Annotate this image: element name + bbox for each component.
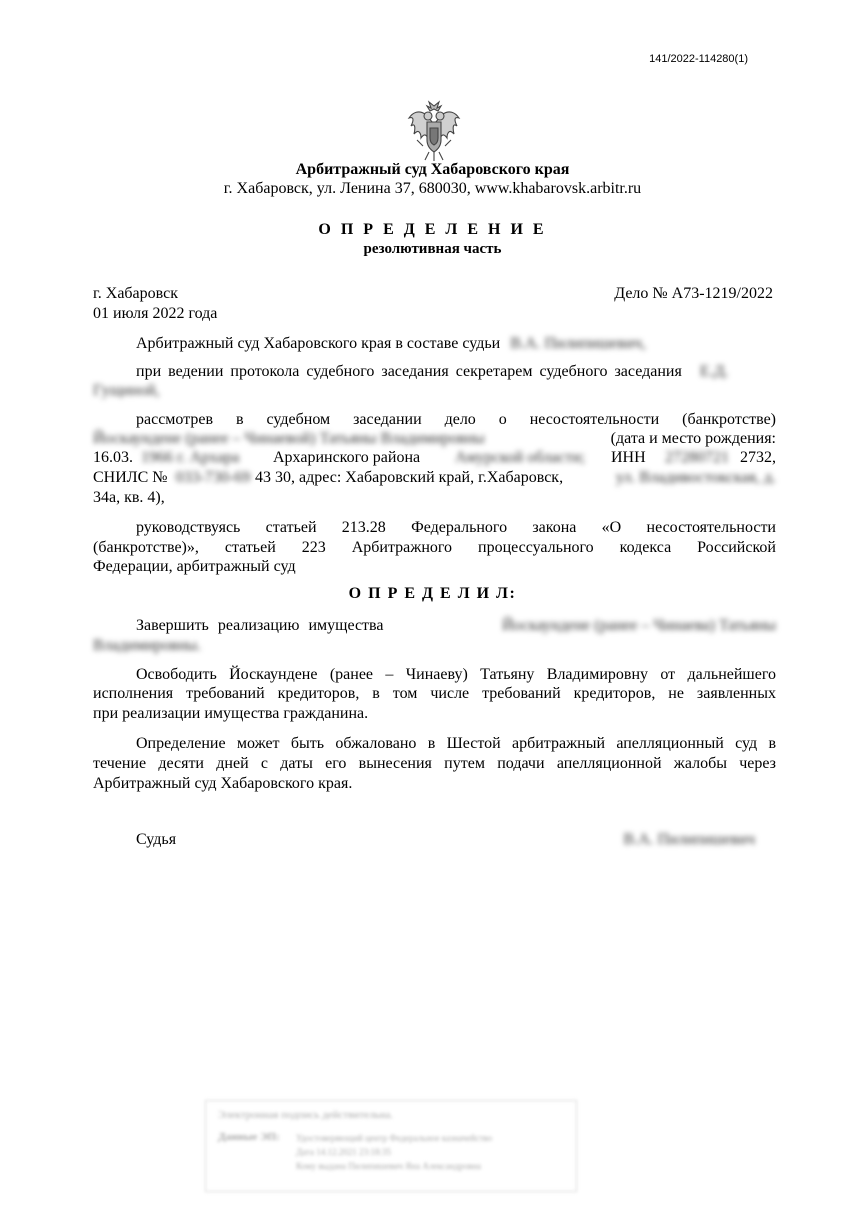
signature-box-line3: Кому выдана Пилипишевич Яна Александровна <box>296 1161 482 1171</box>
russian-coat-of-arms-icon <box>405 100 463 162</box>
paragraph-case-line3 <box>93 448 776 468</box>
snils-label: СНИЛС № <box>93 469 168 486</box>
paragraph-case-line1: рассмотрев в судебном заседании дело о несостоятельности (банкротстве) <box>136 411 776 428</box>
redacted-judge-name: В.А. Пилипишевич, <box>510 335 646 352</box>
birth-date-prefix: 16.03. <box>93 449 133 466</box>
page-id: 141/2022-114280(1) <box>649 53 748 65</box>
paragraph-case-line4 <box>93 468 776 488</box>
ruling-item3-line3: Арбитражный суд Хабаровского края. <box>93 775 353 792</box>
judge-text: Арбитражный суд Хабаровского края в составе судьи <box>136 335 501 352</box>
redacted-debtor-name: Йоскаундене (ранее – Чинаевой) Татьяны Владимировны <box>93 430 485 447</box>
redacted-debtor-patronymic: Владимировны. <box>93 637 202 654</box>
ruling-item3-line1: Определение может быть обжаловано в Шестой арбитражный апелляционный суд в <box>136 735 776 752</box>
paragraph-law-line1: руководствуясь статьей 213.28 Федерального закона «О несостоятельности <box>136 519 776 536</box>
paragraph-secretary <box>136 362 729 382</box>
redacted-region: Амурской области; <box>455 449 586 466</box>
redacted-debtor-name-2: Йоскаундене (ранее – Чинаева) Татьяны <box>501 617 776 634</box>
secretary-text: при ведении протокола судебного заседания секретарем судебного заседания <box>136 363 682 380</box>
ruling-item2-line1: Освободить Йоскаундене (ранее – Чинаеву) Татьяну Владимировну от дальнейшего <box>136 666 776 683</box>
paragraph-law-line3: Федерации, арбитражный суд <box>93 558 296 575</box>
signature-box-line1: Удостоверяющий центр Федеральное казначейство <box>296 1133 493 1143</box>
signature-box-title: Электронная подпись действительна. <box>218 1109 394 1121</box>
document-subtitle: резолютивная часть <box>363 241 502 257</box>
redacted-inn: 27280721 <box>665 449 729 466</box>
paragraph-case-line5: 34а, кв. 4), <box>93 489 165 506</box>
birth-info-label: (дата и место рождения: <box>610 430 776 447</box>
judge-signature-label: Судья <box>136 831 177 848</box>
ruling-item2-line2: исполнения требований кредиторов, в том числе требований кредиторов, не заявленных <box>93 685 776 702</box>
redacted-secretary-name: Е.Д. <box>699 363 729 380</box>
document-title: О П Р Е Д Е Л Е Н И Е <box>318 221 547 238</box>
ruling-item2-line3: при реализации имущества гражданина. <box>93 705 369 722</box>
redacted-street: ул. Владивостокская, д. <box>615 469 776 486</box>
address-text: 43 30, адрес: Хабаровский край, г.Хабаровск, <box>255 469 564 486</box>
electronic-signature-stamp <box>205 1100 577 1192</box>
redacted-birth-place: 1966 г. Архара <box>141 449 240 466</box>
district-text: Архаринского района <box>273 449 421 466</box>
city: г. Хабаровск <box>93 285 178 302</box>
ruling-item3-line2: течение десяти дней с даты его вынесения путем подачи апелляционной жалобы через <box>93 755 776 772</box>
inn-suffix: 2732, <box>740 449 776 466</box>
ruling-item1-line1 <box>136 616 776 636</box>
case-number: Дело № А73-1219/2022 <box>614 285 773 302</box>
paragraph-case-line2 <box>93 429 776 449</box>
ruling-heading: О П Р Е Д Е Л И Л: <box>348 585 517 602</box>
court-address: г. Хабаровск, ул. Ленина 37, 680030, www.khabarovsk.arbitr.ru <box>223 180 642 197</box>
redacted-snils: 033-730-69 <box>175 469 251 486</box>
paragraph-law-line2: (банкротстве)», статьей 223 Арбитражного процессуального кодекса Российской <box>93 539 776 556</box>
paragraph-judge <box>136 334 646 354</box>
court-name: Арбитражный суд Хабаровского края <box>295 161 570 178</box>
decision-date: 01 июля 2022 года <box>93 305 218 322</box>
ruling-item1-text: Завершить реализацию имущества <box>136 617 384 634</box>
signature-box-label: Данные ЭП: <box>218 1131 280 1143</box>
inn-label: ИНН <box>611 449 646 466</box>
signature-box-line2: Дата 14.12.2021 23:18:35 <box>296 1147 391 1157</box>
redacted-judge-signature-name: В.А. Пилипишевич <box>623 831 755 848</box>
redacted-secretary-surname: Гущиной, <box>93 382 160 399</box>
